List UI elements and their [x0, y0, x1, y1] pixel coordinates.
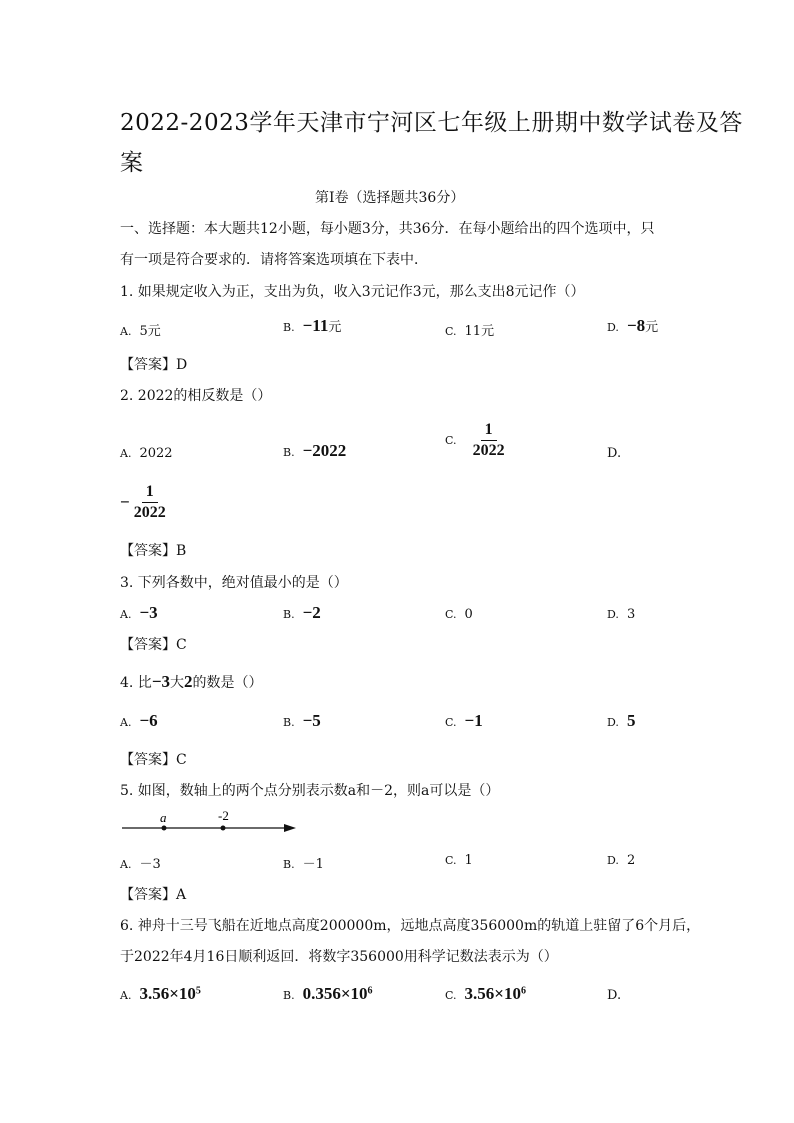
- number-line-figure: [118, 808, 303, 838]
- q2-option-d: − $\frac{1}{2022}$: [120, 482, 170, 523]
- question-6-stem-line-1: 6. 神舟十三号飞船在近地点高度200000m，远地点高度356000m的轨道上驻留了6个月后，: [120, 918, 701, 934]
- q4-option-b: B. −5: [283, 711, 321, 730]
- q1-option-c: C. 11元: [445, 324, 495, 339]
- q5-option-d: D. 2: [607, 853, 636, 868]
- q6-option-d-label: D.: [607, 988, 622, 1003]
- q6-option-b: B. $0.356\times 10^6$: [283, 984, 373, 1003]
- question-5-stem: 5. 如图，数轴上的两个点分别表示数a和－2，则a可以是（）: [120, 783, 500, 799]
- point-neg2-label: -2: [218, 808, 229, 823]
- q4-answer: 【答案】C: [120, 752, 187, 768]
- instructions-line-2: 有一项是符合要求的．请将答案选项填在下表中．: [120, 252, 428, 268]
- number-line-arrow-icon: [284, 824, 296, 832]
- q2-option-c: C. $\frac{1}{2022}$: [445, 420, 509, 461]
- question-2-stem: 2. 2022的相反数是（）: [120, 388, 272, 404]
- question-4-stem: 4. 比−3大2的数是（）: [120, 672, 263, 691]
- q3-option-d: D. 3: [607, 607, 636, 622]
- section-header: 第Ⅰ卷（选择题共36分）: [315, 190, 465, 206]
- question-6-stem-line-2: 于2022年4月16日顺利返回．将数字356000用科学记数法表示为（）: [120, 949, 558, 965]
- point-neg2: [221, 826, 226, 831]
- q5-option-c: C. 1: [445, 853, 473, 868]
- q1-option-b: B. −11元: [283, 316, 342, 335]
- page-title-line-2: 案: [120, 150, 144, 176]
- q5-option-a: A. －3: [120, 857, 161, 872]
- q2-option-d-label: D.: [607, 446, 622, 461]
- q3-option-a: A. −3: [120, 603, 158, 622]
- q1-option-a: A. 5元: [120, 324, 161, 339]
- q3-option-b: B. −2: [283, 603, 321, 622]
- q2-option-c-fraction: $\frac{1}{2022}$: [472, 421, 505, 459]
- q3-answer: 【答案】C: [120, 637, 187, 653]
- q2-option-a: A. 2022: [120, 446, 173, 461]
- q1-option-d: D. −8元: [607, 316, 659, 335]
- q6-option-a: A. $3.56\times 10^5$: [120, 984, 201, 1003]
- q3-option-c: C. 0: [445, 607, 473, 622]
- question-3-stem: 3. 下列各数中，绝对值最小的是（）: [120, 575, 348, 591]
- q4-option-d: D. 5: [607, 711, 636, 730]
- question-1-stem: 1. 如果规定收入为正，支出为负，收入3元记作3元，那么支出8元记作（）: [120, 284, 585, 300]
- page-title-line-1: 2022-2023学年天津市宁河区七年级上册期中数学试卷及答: [120, 110, 743, 136]
- instructions-line-1: 一、选择题：本大题共12小题，每小题3分，共36分．在每小题给出的四个选项中，只: [120, 221, 655, 237]
- q5-option-b: B. －1: [283, 857, 324, 872]
- q1-answer: 【答案】D: [120, 357, 188, 373]
- q2-answer: 【答案】B: [120, 543, 187, 559]
- point-a-label: a: [160, 810, 167, 825]
- q2-option-b: B. −2022: [283, 441, 347, 460]
- q4-option-c: C. −1: [445, 711, 483, 730]
- q2-option-d-fraction: $\frac{1}{2022}$: [133, 483, 166, 521]
- point-a: [162, 826, 167, 831]
- q6-option-c: C. $3.56\times 10^6$: [445, 984, 526, 1003]
- q5-answer: 【答案】A: [120, 887, 187, 903]
- q4-option-a: A. −6: [120, 711, 158, 730]
